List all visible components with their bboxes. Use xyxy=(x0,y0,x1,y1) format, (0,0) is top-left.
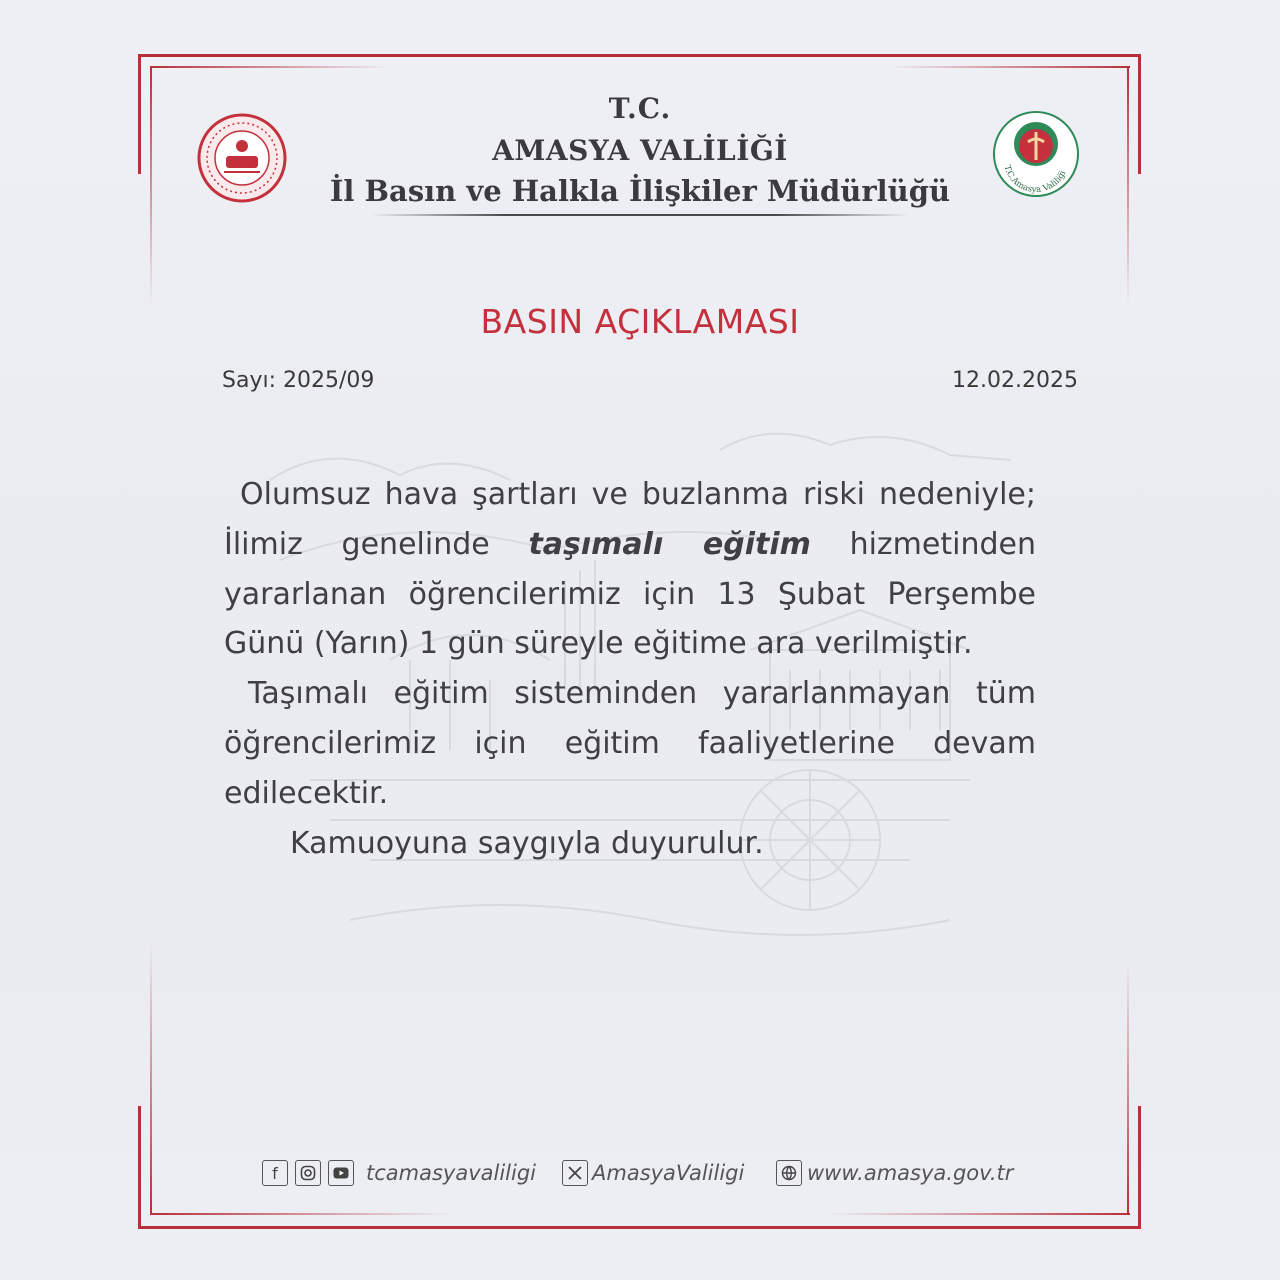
x-logo-icon[interactable] xyxy=(562,1160,588,1186)
instagram-icon[interactable] xyxy=(295,1160,321,1186)
website-link[interactable]: www.amasya.gov.tr xyxy=(807,1161,1014,1185)
paragraph-1-emphasis: taşımalı eğitim xyxy=(528,526,811,562)
closing-line: Kamuoyuna saygıyla duyurulur. xyxy=(290,825,764,861)
document-title: BASIN AÇIKLAMASI xyxy=(480,302,800,341)
header-department: İl Basın ve Halkla İlişkiler Müdürlüğü xyxy=(329,174,951,208)
paragraph-1 xyxy=(224,470,1036,669)
social-handle-link[interactable]: tcamasyavaliligi xyxy=(366,1161,537,1185)
facebook-icon[interactable]: f xyxy=(262,1160,288,1186)
header-state: T.C. xyxy=(608,92,672,125)
paragraph-2: Taşımalı eğitim sisteminden yararlanmayan tüm öğrencilerimiz için eğitim faaliyetlerine devam edilecektir. xyxy=(224,676,1036,811)
header-organization: AMASYA VALİLİĞİ xyxy=(492,134,788,167)
document-number: Sayı: 2025/09 xyxy=(222,368,375,393)
footer-contacts xyxy=(0,1158,1280,1192)
document-date: 12.02.2025 xyxy=(952,368,1078,393)
paragraph-1-start: Olumsuz hava şartları ve buzlanma riski nedeniyle; İlimiz genelinde xyxy=(224,477,1036,562)
paragraph-1-end: hizmetinden yararlanan öğrencilerimiz için 13 Şubat Perşembe Günü (Yarın) 1 gün süreyle eğitime ara verilmiştir. xyxy=(224,526,1036,662)
ministry-emblem-icon xyxy=(196,112,288,204)
globe-icon[interactable] xyxy=(776,1160,802,1186)
x-handle-link[interactable]: AmasyaValiligi xyxy=(592,1161,745,1185)
announcement-body xyxy=(224,470,1036,868)
youtube-icon[interactable] xyxy=(328,1160,354,1186)
svg-text:T.C.Amasya Valiliği: T.C.Amasya Valiliği xyxy=(1001,164,1069,196)
header-divider xyxy=(370,214,910,216)
governorship-logo-icon xyxy=(990,108,1082,200)
